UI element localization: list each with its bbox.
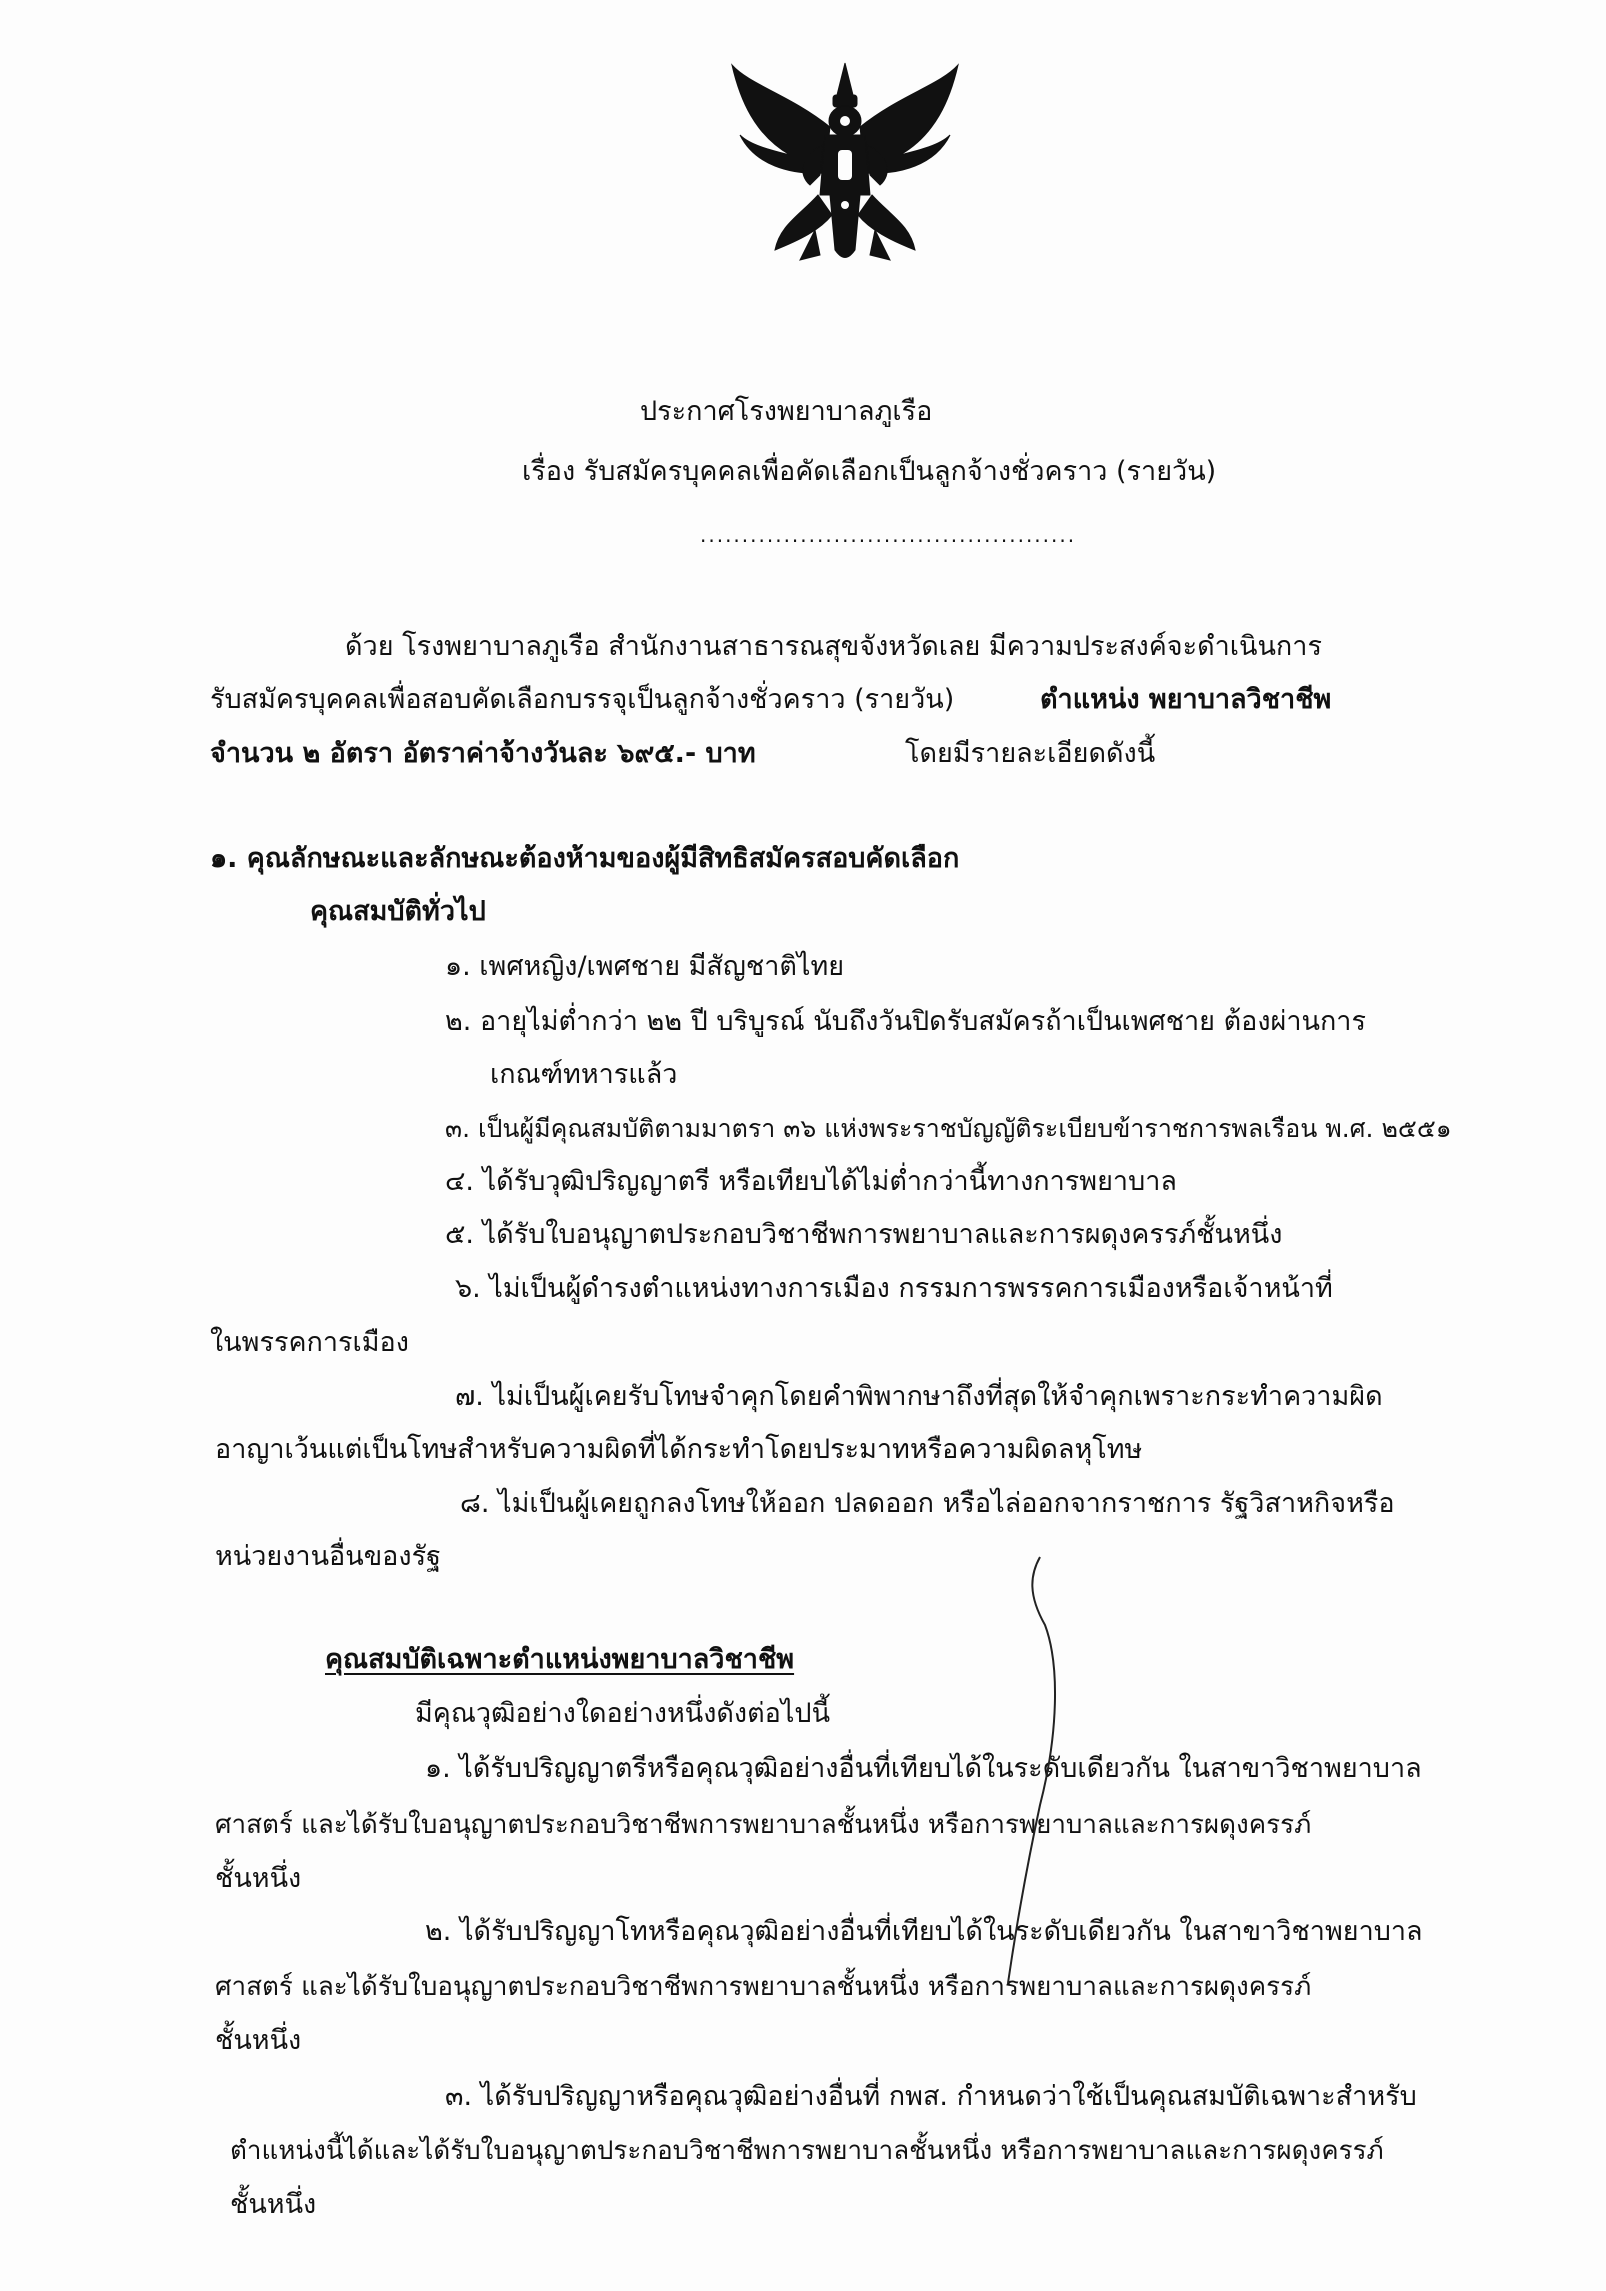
announcement-subject: เรื่อง รับสมัครบุคคลเพื่อคัดเลือกเป็นลูกจ้างชั่วคราว (รายวัน)	[522, 456, 1217, 487]
list-item: ๔. ได้รับวุฒิปริญญาตรี หรือเทียบได้ไม่ต่ำกว่านี้ทางการพยาบาล	[445, 1166, 1177, 1197]
intro-line-3a: จำนวน ๒ อัตรา อัตราค่าจ้างวันละ ๖๙๕.- บาท	[210, 738, 756, 769]
qualification-line: ชั้นหนึ่ง	[215, 1863, 302, 1894]
handwritten-line	[1000, 1555, 1070, 1985]
list-item: ในพรรคการเมือง	[210, 1327, 409, 1358]
list-item: ๘. ไม่เป็นผู้เคยถูกลงโทษให้ออก ปลดออก หรือไล่ออกจากราชการ รัฐวิสาหกิจหรือ	[460, 1488, 1395, 1519]
qualification-line: ชั้นหนึ่ง	[215, 2025, 302, 2056]
intro-line-1: ด้วย โรงพยาบาลภูเรือ สำนักงานสาธารณสุขจังหวัดเลย มีความประสงค์จะดำเนินการ	[345, 631, 1322, 662]
intro-line-2a: รับสมัครบุคคลเพื่อสอบคัดเลือกบรรจุเป็นลูกจ้างชั่วคราว (รายวัน)	[210, 684, 955, 715]
announcement-title: ประกาศโรงพยาบาลภูเรือ	[640, 396, 933, 427]
list-item: ๑. เพศหญิง/เพศชาย มีสัญชาติไทย	[445, 951, 845, 982]
qualification-line: ศาสตร์ และได้รับใบอนุญาตประกอบวิชาชีพการพยาบาลชั้นหนึ่ง หรือการพยาบาลและการผดุงครรภ์	[215, 1810, 1312, 1840]
list-item: อาญาเว้นแต่เป็นโทษสำหรับความผิดที่ได้กระทำโดยประมาทหรือความผิดลหุโทษ	[215, 1434, 1143, 1465]
list-item: เกณฑ์ทหารแล้ว	[490, 1059, 678, 1090]
garuda-emblem-icon	[720, 55, 970, 270]
qualification-line: ศาสตร์ และได้รับใบอนุญาตประกอบวิชาชีพการพยาบาลชั้นหนึ่ง หรือการพยาบาลและการผดุงครรภ์	[215, 1972, 1312, 2002]
section2-heading: คุณสมบัติเฉพาะตำแหน่งพยาบาลวิชาชีพ	[325, 1644, 795, 1675]
qualification-line: ๑. ได้รับปริญญาตรีหรือคุณวุฒิอย่างอื่นที่เทียบได้ในระดับเดียวกัน ในสาขาวิชาพยาบาล	[425, 1753, 1422, 1784]
list-item: ๖. ไม่เป็นผู้ดำรงตำแหน่งทางการเมือง กรรมการพรรคการเมืองหรือเจ้าหน้าที่	[455, 1273, 1333, 1304]
list-item: ๓. เป็นผู้มีคุณสมบัติตามมาตรา ๓๖ แห่งพระราชบัญญัติระเบียบข้าราชการพลเรือน พ.ศ. ๒๕๕๑	[445, 1114, 1452, 1143]
divider: .............................................	[700, 523, 1077, 547]
qualification-line: ๒. ได้รับปริญญาโทหรือคุณวุฒิอย่างอื่นที่เทียบได้ในระดับเดียวกัน ในสาขาวิชาพยาบาล	[425, 1916, 1423, 1947]
list-item: ๕. ได้รับใบอนุญาตประกอบวิชาชีพการพยาบาลและการผดุงครรภ์ชั้นหนึ่ง	[445, 1219, 1283, 1250]
qualification-line: ตำแหน่งนี้ได้และได้รับใบอนุญาตประกอบวิชาชีพการพยาบาลชั้นหนึ่ง หรือการพยาบาลและการผดุงครรภ์	[230, 2136, 1384, 2166]
list-item: ๗. ไม่เป็นผู้เคยรับโทษจำคุกโดยคำพิพากษาถึงที่สุดให้จำคุกเพราะกระทำความผิด	[455, 1381, 1383, 1412]
list-item: หน่วยงานอื่นของรัฐ	[215, 1541, 441, 1572]
intro-line-3b: โดยมีรายละเอียดดังนี้	[905, 738, 1156, 769]
list-item: ๒. อายุไม่ต่ำกว่า ๒๒ ปี บริบูรณ์ นับถึงวันปิดรับสมัครถ้าเป็นเพศชาย ต้องผ่านการ	[445, 1006, 1366, 1037]
qualification-line: ๓. ได้รับปริญญาหรือคุณวุฒิอย่างอื่นที่ กพส. กำหนดว่าใช้เป็นคุณสมบัติเฉพาะสำหรับ	[445, 2081, 1417, 2112]
section1-subheading: คุณสมบัติทั่วไป	[310, 896, 486, 927]
section1-heading: ๑. คุณลักษณะและลักษณะต้องห้ามของผู้มีสิทธิสมัครสอบคัดเลือก	[210, 843, 960, 874]
qualification-line: ชั้นหนึ่ง	[230, 2189, 317, 2220]
section2-intro: มีคุณวุฒิอย่างใดอย่างหนึ่งดังต่อไปนี้	[415, 1698, 831, 1729]
intro-position: ตำแหน่ง พยาบาลวิชาชีพ	[1040, 684, 1332, 715]
